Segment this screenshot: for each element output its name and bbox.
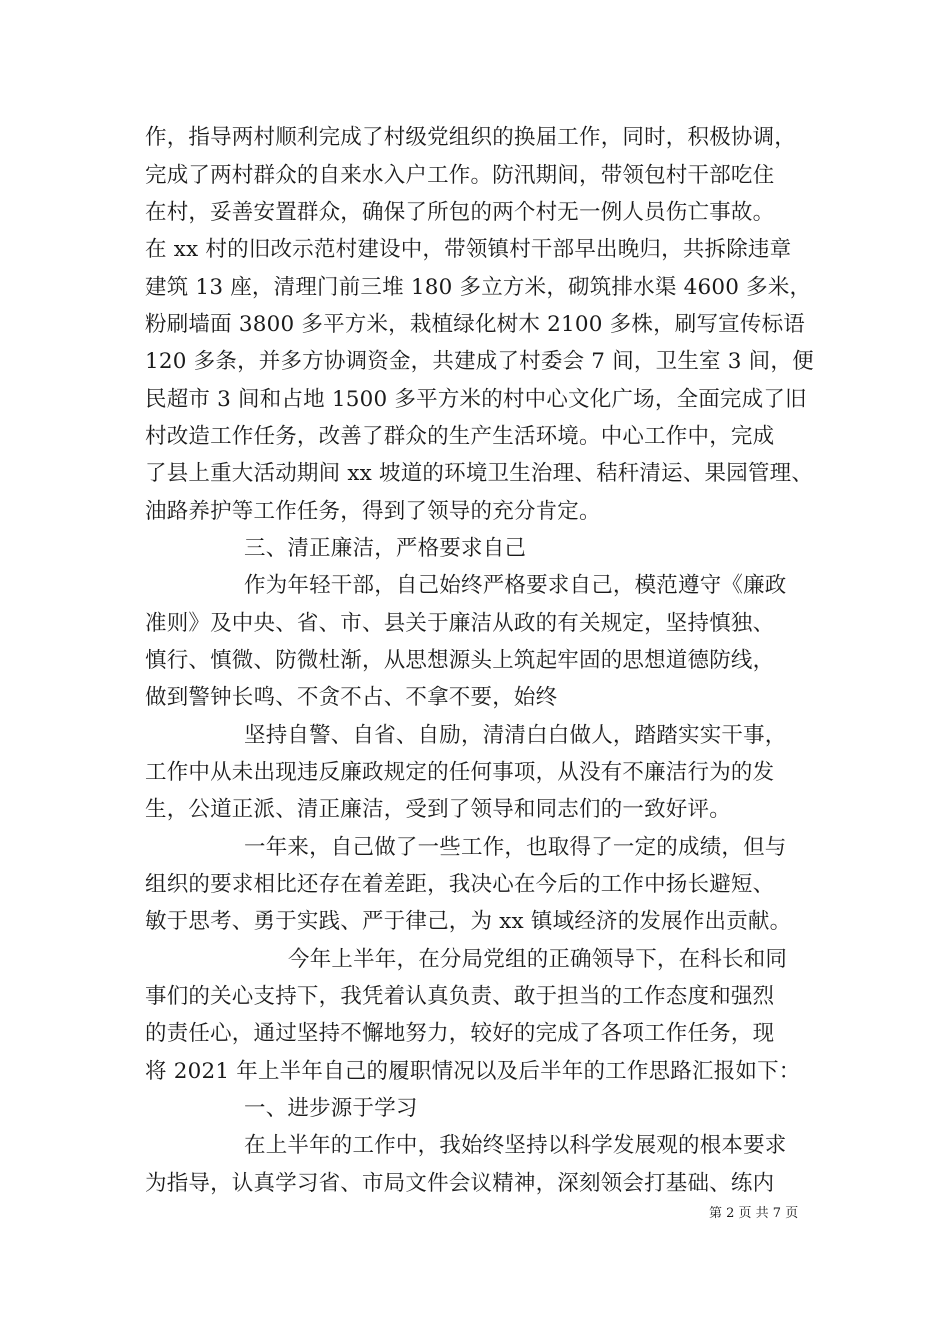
text-line: 事们的关心支持下，我凭着认真负责、敢于担当的工作态度和强烈 [145, 984, 775, 1009]
text-line: 将 2021 年上半年自己的履职情况以及后半年的工作思路汇报如下： [145, 1059, 801, 1084]
text-line: 了县上重大活动期间 xx 坡道的环境卫生治理、秸秆清运、果园管理、 [145, 461, 814, 486]
text-line: 作为年轻干部，自己始终严格要求自己，模范遵守《廉政 [244, 573, 787, 598]
section-heading: 三、清正廉洁，严格要求自己 [244, 536, 527, 561]
text-line: 生，公道正派、清正廉洁，受到了领导和同志们的一致好评。 [145, 797, 731, 822]
text-line: 一年来，自己做了一些工作，也取得了一定的成绩，但与 [244, 835, 787, 860]
text-line: 组织的要求相比还存在着差距，我决心在今后的工作中扬长避短、 [145, 872, 775, 897]
text-line: 敏于思考、勇于实践、严于律己，为 xx 镇域经济的发展作出贡献。 [145, 909, 792, 934]
text-line: 在 xx 村的旧改示范村建设中，带领镇村干部早出晚归，共拆除违章 [145, 237, 792, 262]
text-line: 建筑 13 座，清理门前三堆 180 多立方米，砌筑排水渠 4600 多米， [145, 275, 812, 300]
text-line: 油路养护等工作任务，得到了领导的充分肯定。 [145, 499, 601, 524]
text-line: 为指导，认真学习省、市局文件会议精神，深刻领会打基础、练内 [145, 1171, 775, 1196]
text-line: 慎行、慎微、防微杜渐，从思想源头上筑起牢固的思想道德防线， [145, 648, 775, 673]
text-line: 村改造工作任务，改善了群众的生产生活环境。中心工作中，完成 [145, 424, 775, 449]
text-line: 的责任心，通过坚持不懈地努力，较好的完成了各项工作任务，现 [145, 1021, 775, 1046]
text-line: 完成了两村群众的自来水入户工作。防汛期间，带领包村干部吃住 [145, 163, 775, 188]
text-line: 做到警钟长鸣、不贪不占、不拿不要，始终 [145, 685, 558, 710]
text-line: 今年上半年，在分局党组的正确领导下，在科长和同 [288, 947, 788, 972]
text-line: 坚持自警、自省、自励，清清白白做人，踏踏实实干事， [244, 723, 787, 748]
text-line: 作，指导两村顺利完成了村级党组织的换届工作，同时，积极协调， [145, 125, 797, 150]
text-line: 在村，妥善安置群众，确保了所包的两个村无一例人员伤亡事故。 [145, 200, 775, 225]
text-line: 准则》及中央、省、市、县关于廉洁从政的有关规定，坚持慎独、 [145, 611, 775, 636]
text-line: 民超市 3 间和占地 1500 多平方米的村中心文化广场，全面完成了旧 [145, 387, 807, 412]
page-number-footer: 第 2 页 共 7 页 [709, 1206, 799, 1221]
text-line: 粉刷墙面 3800 多平方米，栽植绿化树木 2100 多株，刷写宣传标语 [145, 312, 805, 337]
section-heading: 一、进步源于学习 [244, 1096, 418, 1121]
text-line: 在上半年的工作中，我始终坚持以科学发展观的根本要求 [244, 1133, 787, 1158]
text-line: 工作中从未出现违反廉政规定的任何事项，从没有不廉洁行为的发 [145, 760, 775, 785]
text-line: 120 多条，并多方协调资金，共建成了村委会 7 间，卫生室 3 间，便 [145, 349, 814, 374]
